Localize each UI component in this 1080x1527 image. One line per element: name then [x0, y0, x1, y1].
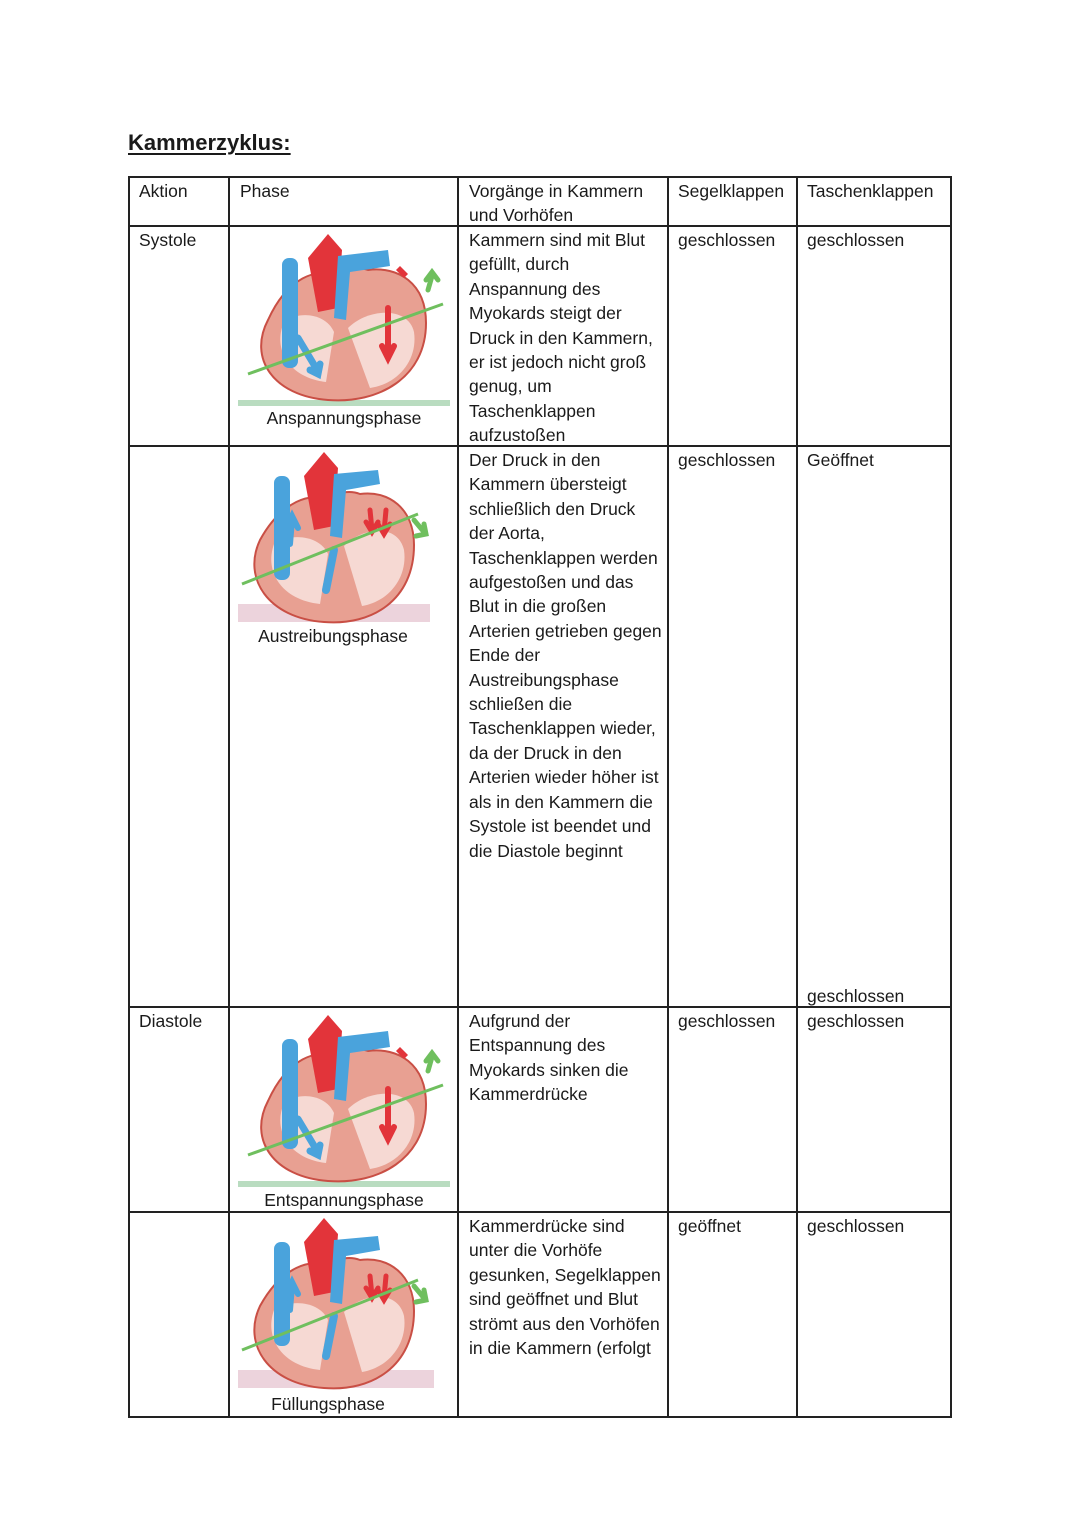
row-segelklappen: geöffnet: [678, 1216, 741, 1236]
header-vorgaenge: Vorgänge in Kammern und Vorhöfen: [469, 181, 644, 226]
page-title: Kammerzyklus:: [128, 130, 291, 155]
phase-caption: Entspannungsphase: [264, 1190, 424, 1210]
header-phase: Phase: [240, 181, 290, 201]
row-taschenklappen: geschlossen: [807, 230, 905, 250]
row-vorgaenge: Der Druck in den Kammern übersteigt schließlich den Druck der Aorta, Taschenklappen werden aufgestoßen und das Blut in die großen Arterien getrieben gegen Ende der Austreibungsphase schließen die Taschenklappen wieder, da der Druck in den Arterien wieder höher ist als in den Kammern die Systole ist beendet und die Diastole beginnt: [469, 450, 662, 861]
heart-diagram-icon: [238, 1216, 438, 1397]
row-taschenklappen-end: geschlossen: [807, 986, 905, 1006]
row-taschenklappen: geschlossen: [807, 1011, 905, 1031]
header-segelklappen: Segelklappen: [678, 181, 785, 201]
phase-caption: Füllungsphase: [271, 1394, 385, 1414]
row-aktion: Systole: [139, 230, 197, 250]
row-aktion: Diastole: [139, 1011, 203, 1031]
header-aktion: Aktion: [139, 181, 188, 201]
row-vorgaenge: Kammerdrücke sind unter die Vorhöfe gesunken, Segelklappen sind geöffnet und Blut strömt aus den Vorhöfen in die Kammern (erfolgt: [469, 1216, 661, 1359]
row-vorgaenge: Aufgrund der Entspannung des Myokards sinken die Kammerdrücke: [469, 1011, 629, 1105]
row-taschenklappen: geschlossen: [807, 1216, 905, 1236]
row-segelklappen: geschlossen: [678, 450, 776, 470]
heart-diagram-icon: [238, 1009, 450, 1194]
heart-diagram-icon: [238, 450, 438, 631]
phase-caption: Austreibungsphase: [258, 626, 408, 646]
kammerzyklus-table: [128, 176, 952, 1418]
row-taschenklappen: Geöffnet: [807, 450, 874, 470]
row-vorgaenge: Kammern sind mit Blut gefüllt, durch Anspannung des Myokards steigt der Druck in den Kammern, er ist jedoch nicht groß genug, um Taschenklappen aufzustoßen: [469, 230, 653, 446]
row-segelklappen: geschlossen: [678, 230, 776, 250]
row-segelklappen: geschlossen: [678, 1011, 776, 1031]
phase-caption: Anspannungsphase: [266, 408, 422, 428]
header-taschenklappen: Taschenklappen: [807, 181, 934, 201]
heart-diagram-icon: [238, 228, 450, 413]
